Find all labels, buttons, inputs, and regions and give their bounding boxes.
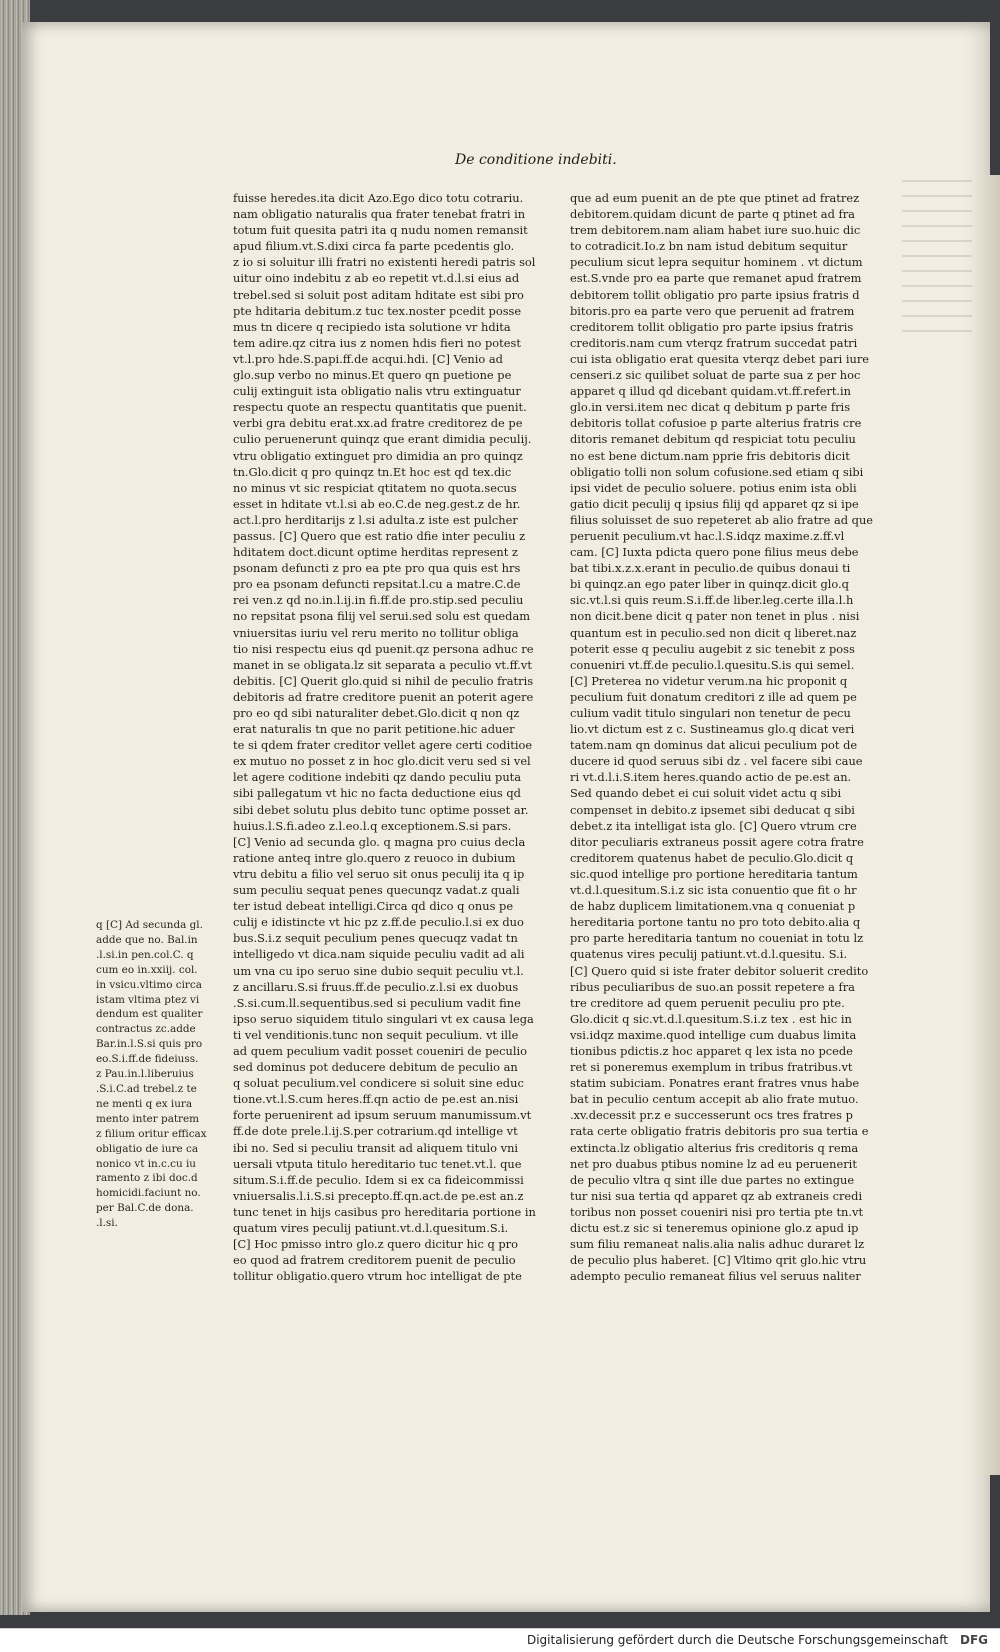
text-line: quatum vires peculij patiunt.vt.d.l.quesitum.S.i. [233,1221,509,1235]
text-line: net pro duabus ptibus nomine lz ad eu peruenerit [570,1156,857,1171]
text-line: glo.sup verbo no minus.Et quero qn puetione pe [233,368,512,383]
text-line: nam obligatio naturalis qua frater tenebat fratri in [233,207,526,222]
text-line: ti vel venditionis.tunc non sequit peculium. vt ille [233,1027,519,1042]
margin-note-line: z Pau.in.l.liberuius [96,1068,194,1081]
margin-note-line: cum eo in.xxiij. col. [96,963,198,976]
text-line: uersali vtputa titulo hereditario tuc tenet.vt.l. que [233,1156,522,1171]
text-line: Sed quando debet ei cui soluit videt actu q sibi [570,786,842,801]
text-line: .S.si.cum.ll.sequentibus.sed si peculium vadit fine [233,995,521,1010]
text-line: sibi debet solutu plus debito tunc optime posset ar. [233,802,529,817]
text-line: debitis. [C] Querit glo.quid si nihil de peculio fratris [233,673,534,688]
text-line: creditorem quatenus habet de peculio.Glo.dicit q [570,850,854,865]
text-line: ipsi videt de peculio soluere. potius enim ista obli [570,480,857,495]
text-line: vtru debitu a filio vel seruo sit onus peculij ita q ip [233,866,525,881]
text-line: q soluat peculium.vel condicere si soluit sine educ [233,1076,524,1091]
text-line: que ad eum puenit an de pte que ptinet ad fratrez [570,191,860,205]
text-line: fuisse heredes.ita dicit Azo.Ego dico totu cotrariu. [233,191,524,205]
text-line: passus. [C] Quero que est ratio dfie inter peculiu z [233,528,526,543]
text-line: totum fuit quesita patri ita q nudu nomen remansit [233,223,528,238]
text-line: tunc tenet in hijs casibus pro hereditaria portione in [233,1204,536,1219]
text-line: ri vt.d.l.i.S.item heres.quando actio de pe.est an. [570,770,852,785]
margin-note-line: obligatio de iure ca [96,1142,199,1155]
margin-note-line: mento inter patrem [96,1112,200,1125]
margin-note-line: .l.si. [96,1217,118,1230]
text-line: censeri.z sic quilibet soluat de parte sua z per hoc [570,368,861,383]
text-line: peculium sicut lepra sequitur hominem . vt dictum [570,255,863,270]
text-line: non dicit.bene dicit q pater non tenet in plus . nisi [570,609,860,624]
text-line: vtru obligatio extinguet pro dimidia an pro quinqz [233,448,523,463]
text-line: [C] Preterea no videtur verum.na hic proponit q [570,673,848,688]
margin-note-line: adde que no. Bal.in [96,933,198,946]
text-line: ibi no. Sed si peculiu transit ad aliquem titulo vni [233,1140,519,1155]
text-line: bitoris.pro ea parte vero que peruenit ad fratrem [570,303,855,318]
text-line: situm.S.i.ff.de peculio. Idem si ex ca fideicommissi [233,1172,524,1187]
text-line: respectu quote an respectu quantitatis que puenit. [233,400,527,415]
text-line: bat tibi.x.z.x.erant in peculio.de quibus donaui ti [570,561,851,576]
text-line: psonam defuncti z pro ea pte pro qua quis est hrs [233,561,521,576]
text-line: quatenus vires peculij patiunt.vt.d.l.quesitu. S.i. [570,947,848,962]
text-line: rata certe obligatio fratris debitoris pro sua tertia e [570,1124,869,1139]
text-line: esset in hditate vt.l.si ab eo.C.de neg.gest.z de hr. [233,496,521,511]
text-line: vniuersitas iuriu vel reru merito no tollitur obliga [233,625,519,640]
text-line: de peculio plus haberet. [C] Vltimo qrit glo.hic vtru [570,1253,867,1268]
text-line: mus tn dicere q recipiedo ista solutione vr hdita [233,319,511,334]
text-line: ff.de dote prele.l.ij.S.per cotrarium.qd intellige vt [233,1124,518,1139]
text-line: debitoris ad fratre creditore puenit an poterit agere [233,689,534,704]
text-line: pro parte hereditaria tantum no coueniat in totu lz [570,931,864,946]
text-line: statim subiciam. Ponatres erant fratres vnus habe [570,1076,860,1091]
margin-note-line: per Bal.C.de dona. [96,1202,194,1215]
dfg-logo: DFG [959,1633,988,1647]
text-line: debitoris tollat cofusioe p parte alterius fratris cre [570,416,862,431]
text-line: [C] Venio ad secunda glo. q magna pro cuius decla [233,834,526,849]
text-line: ipso seruo siquidem titulo singulari vt ex causa lega [233,1011,534,1026]
text-line: ribus peculiaribus de suo.an possit repetere a fra [570,979,855,994]
running-head: De conditione indebiti. [455,152,617,168]
text-line: extincta.lz obligatio alterius fris creditoris q rema [570,1140,859,1155]
margin-note-line: istam vltima ptez vi [96,993,200,1006]
text-line: ad quem peculium vadit posset coueniri de peculio [233,1043,527,1058]
footer-bar [0,1628,1000,1652]
text-line: poterit esse q peculiu augebit z sic tenebit z poss [570,641,855,656]
text-line: eo quod ad fratrem creditorem puenit de peculio [233,1253,516,1268]
text-line: huius.l.S.fi.adeo z.l.eo.l.q exceptionem.S.si pars. [233,818,512,833]
text-line: no repsitat psona filij vel serui.sed solu est quedam [233,609,531,624]
margin-note-line: ne menti q ex iura [96,1097,193,1110]
text-line: est.S.vnde pro ea parte que remanet apud fratrem [570,271,862,286]
text-line: lio.vt dictum est z c. Sustineamus glo.q dicat veri [570,722,855,737]
text-line: culium vadit titulo singulari non tenetur de pecu [570,706,851,720]
text-line: rei ven.z qd no.in.l.ij.in fi.ff.de pro.stip.sed peculiu [233,593,524,608]
text-line: debitorem tollit obligatio pro parte ipsius fratris d [570,287,860,302]
text-line: peculium fuit donatum creditori z ille ad quem pe [570,689,857,704]
left-text-column [233,190,538,1284]
text-line: sic.quod intellige pro portione hereditaria tantum [570,866,858,881]
margin-note-line: in vsicu.vltimo circa [96,978,202,991]
text-line: ter istud debeat intelligi.Circa qd dico q onus pe [233,899,514,914]
text-line: bat in peculio centum accepit ab alio frate mutuo. [570,1092,859,1107]
text-line: pro ea psonam defuncti repsitat.l.cu a matre.C.de [233,577,521,592]
text-line: act.l.pro herditarijs z l.si adulta.z iste est pulcher [233,512,518,527]
text-line: ratione anteq intre glo.quero z reuoco in dubium [233,850,516,865]
text-line: sic.vt.l.si quis reum.S.i.ff.de liber.leg.certe illa.l.h [570,593,854,608]
margin-note-line: dendum est qualiter [96,1008,203,1021]
text-line: erat naturalis tn que no parit petitione.hic aduer [233,722,515,737]
text-line: z ancillaru.S.si fruus.ff.de peculio.z.l.si ex duobus [233,979,519,994]
text-line: Glo.dicit q sic.vt.d.l.quesitum.S.i.z tex . est hic in [570,1011,852,1026]
footer-credit: Digitalisierung gefördert durch die Deutsche Forschungsgemeinschaft [526,1633,948,1647]
margin-note-line: homicidi.faciunt no. [96,1187,201,1200]
text-line: tur nisi sua tertia qd apparet qz ab extraneis credi [570,1188,863,1203]
text-line: hditatem doct.dicunt optime herditas represent z [233,545,518,560]
text-line: let agere coditione indebiti qz dando peculiu puta [233,770,522,785]
text-line: to cotradicit.Io.z bn nam istud debitum sequitur [570,239,848,254]
text-line: creditorem tollit obligatio pro parte ipsius fratris [570,319,854,334]
margin-note-line: q [C] Ad secunda gl. [96,919,203,931]
text-line: tem adire.qz citra ius z nomen hdis fieri no potest [233,335,521,350]
text-line: [C] Hoc pmisso intro glo.z quero dicitur hic q pro [233,1237,518,1252]
text-line: trem debitorem.nam aliam habet iure suo.huic dic [570,223,861,238]
text-line: [C] Quero quid si iste frater debitor soluerit credito [570,963,869,978]
text-line: bi quinqz.an ego pater liber in quinqz.dicit glo.q [570,577,849,592]
text-line: manet in se obligata.lz sit separata a peculio vt.ff.vt [233,657,532,672]
text-line: ducere id quod seruus sibi dz . vel facere sibi caue [570,754,863,769]
text-line: pte hditaria debitum.z tuc tex.noster pcedit posse [233,303,522,318]
text-line: apud filium.vt.S.dixi circa fa parte pcedentis glo. [233,239,515,254]
text-line: tio nisi respectu eius qd puenit.qz persona adhuc re [233,641,534,656]
margin-note-line: Bar.in.l.S.si quis pro [96,1038,203,1051]
text-line: glo.in versi.item nec dicat q debitum p parte fris [570,400,851,415]
text-line: hereditaria portone tantu no pro toto debito.alia q [570,915,861,930]
text-line: sed dominus pot deducere debitum de peculio an [233,1060,518,1075]
text-line: um vna cu ipo seruo sine dubio sequit peculiu vt.l. [233,963,524,978]
text-line: ditoris remanet debitum qd respiciat totu peculiu [570,432,856,447]
text-line: verbi gra debitu erat.xx.ad fratre creditorez de pe [233,416,523,431]
margin-note-line: nonico vt in.c.cu iu [96,1157,196,1170]
text-line: filius soluisset de suo repeteret ab alio fratre ad que [570,512,874,527]
text-line: cui ista obligatio erat quesita vterqz debet pari iure [570,351,870,366]
text-line: culij e idistincte vt hic pz z.ff.de peculio.l.si ex duo [233,915,524,930]
text-line: intelligedo vt dica.nam siquide peculiu vadit ad ali [233,947,525,962]
text-line: apparet q illud qd dicebant quidam.vt.ff.refert.in [570,384,851,399]
text-line: tre creditore ad quem peruenit peculiu pro pte. [570,995,845,1010]
show-through-text [902,180,972,340]
text-line: tatem.nam qn dominus dat alicui peculium pot de [570,738,858,753]
margin-note-line: .S.i.C.ad trebel.z te [96,1082,197,1095]
text-line: gatio dicit peculij q ipsius filij qd apparet qz si ipe [570,496,859,511]
text-line: debitorem.quidam dicunt de parte q ptinet ad fra [570,207,855,222]
text-line: ditor peculiaris extraneus possit agere cotra fratre [570,834,864,849]
margin-note-line: eo.S.i.ff.de fideiuss. [96,1053,199,1066]
right-text-column [570,190,875,1284]
marginal-annotation [96,918,231,1231]
text-line: compenset in debito.z ipsemet sibi deducat q sibi [570,802,855,817]
text-line: sum filiu remaneat nalis.alia nalis adhuc duraret lz [570,1237,865,1252]
text-line: creditoris.nam cum vterqz fratrum succedat patri [570,335,858,350]
text-line: te si qdem frater creditor vellet agere certi coditioe [233,738,533,753]
text-line: conueniri vt.ff.de peculio.l.quesitu.S.is qui semel. [570,657,855,672]
margin-note-line: z filium oritur efficax [96,1127,207,1140]
text-line: sibi pallegatum vt hic no facta deductione eius qd [233,786,521,801]
text-line: ret si poneremus exemplum in tribus fratribus.vt [570,1060,853,1075]
text-line: obligatio tolli non solum cofusione.sed etiam q sibi [570,464,864,479]
text-line: vt.l.pro hde.S.papi.ff.de acqui.hdi. [C] Venio ad [233,351,503,366]
text-line: pro eo qd sibi naturaliter debet.Glo.dicit q non qz [233,706,520,720]
text-line: ex mutuo no posset z in hoc glo.dicit veru sed si vel [233,754,531,769]
margin-note-line: .l.si.in pen.col.C. q [96,948,194,961]
text-line: vt.d.l.quesitum.S.i.z sic ista conuentio que fit o hr [570,883,857,898]
text-line: sum peculiu sequat penes quecunqz vadat.z quali [233,883,520,898]
text-line: toribus non posset coueniri nisi pro tertia pte tn.vt [570,1204,864,1219]
text-line: peruenit peculium.vt hac.l.S.idqz maxime.z.ff.vl [570,528,845,543]
text-line: vsi.idqz maxime.quod intellige cum duabus limita [570,1027,857,1042]
margin-note-line: ramento z ibi doc.d [96,1172,198,1185]
text-line: tn.Glo.dicit q pro quinqz tn.Et hoc est qd tex.dic [233,464,512,479]
text-line: culij extinguit ista obligatio nalis vtru extinguatur [233,384,521,399]
text-line: uitur oino indebitu z ab eo repetit vt.d.l.si eius ad [233,271,520,286]
text-line: quantum est in peculio.sed non dicit q liberet.naz [570,625,857,640]
text-line: tollitur obligatio.quero vtrum hoc intelligat de pte [233,1269,522,1284]
text-line: .xv.decessit pr.z e successerunt ocs tres fratres p [570,1108,853,1123]
text-line: no est bene dictum.nam pprie fris debitoris dicit [570,448,850,463]
text-line: tionibus pdictis.z hoc apparet q lex ista no pcede [570,1043,853,1058]
margin-note-line: contractus zc.adde [96,1023,196,1036]
text-line: vniuersalis.l.i.S.si precepto.ff.qn.act.de pe.est an.z [233,1188,524,1203]
text-line: culio peruenerunt quinqz que erant dimidia peculij. [233,432,532,447]
text-line: debet.z ita intelligat ista glo. [C] Quero vtrum cre [570,818,857,833]
text-line: dictu est.z sic si teneremus opinione glo.z apud ip [570,1221,859,1235]
text-line: trebel.sed si soluit post aditam hditate est sibi pro [233,287,524,302]
text-line: bus.S.i.z sequit peculium penes quecuqz vadat tn [233,931,518,946]
text-line: tione.vt.l.S.cum heres.ff.qn actio de pe.est an.nisi [233,1092,519,1107]
facing-page-edge [978,175,1000,1475]
text-line: z io si soluitur illi fratri no existenti heredi patris sol [233,255,536,270]
text-line: cam. [C] Iuxta pdicta quero pone filius meus debe [570,545,859,560]
text-line: no minus vt sic respiciat qtitatem no quota.secus [233,480,517,495]
text-line: de habz duplicem limitationem.vna q conueniat p [570,899,856,914]
text-line: forte peruenirent ad ipsum seruum manumissum.vt [233,1108,532,1123]
text-line: de peculio vltra q sint ille due partes no extingue [570,1172,855,1187]
text-line: adempto peculio remaneat filius vel seruus naliter [570,1269,861,1284]
